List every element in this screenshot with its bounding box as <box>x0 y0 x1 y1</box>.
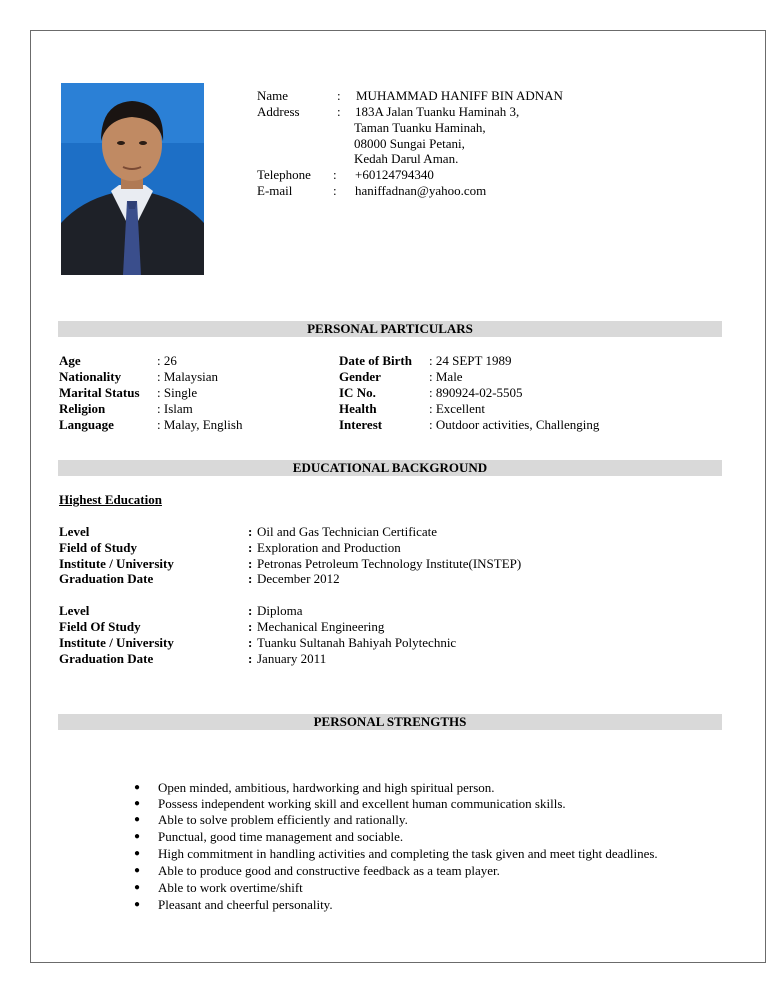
personal-value: : 890924-02-5505 <box>429 385 523 400</box>
personal-label: IC No. <box>339 385 376 400</box>
telephone-colon: : <box>333 167 337 182</box>
education-colon: : <box>248 571 253 586</box>
personal-value: : Single <box>157 385 198 400</box>
address-label: Address <box>257 104 300 119</box>
education-colon: : <box>248 651 253 666</box>
strength-item: Able to work overtime/shift <box>158 880 303 895</box>
strength-item: Possess independent working skill and excellent human communication skills. <box>158 796 566 811</box>
education-colon: : <box>248 524 253 539</box>
section-heading-strengths: PERSONAL STRENGTHS <box>58 714 722 730</box>
address-line: 08000 Sungai Petani, <box>354 136 465 151</box>
address-line: 183A Jalan Tuanku Haminah 3, <box>355 104 520 119</box>
personal-value: : 24 SEPT 1989 <box>429 353 512 368</box>
personal-label: Date of Birth <box>339 353 412 368</box>
email-label: E-mail <box>257 183 293 198</box>
strength-item: Open minded, ambitious, hardworking and high spiritual person. <box>158 780 495 795</box>
education-label: Graduation Date <box>59 651 154 666</box>
education-colon: : <box>248 556 253 571</box>
strength-item: Able to produce good and constructive feedback as a team player. <box>158 863 500 878</box>
personal-label: Language <box>59 417 114 432</box>
education-label: Level <box>59 524 90 539</box>
name-colon: : <box>337 88 341 103</box>
education-label: Institute / University <box>59 556 174 571</box>
education-value: December 2012 <box>257 571 340 586</box>
strength-item: High commitment in handling activities and completing the task given and meet tight deadlines. <box>158 846 658 861</box>
education-value: January 2011 <box>257 651 327 666</box>
address-line: Kedah Darul Aman. <box>354 151 459 166</box>
education-value: Diploma <box>257 603 303 618</box>
personal-value: : Excellent <box>429 401 485 416</box>
name-label: Name <box>257 88 289 103</box>
education-label: Level <box>59 603 90 618</box>
education-value: Exploration and Production <box>257 540 401 555</box>
address-colon: : <box>337 104 341 119</box>
education-label: Graduation Date <box>59 571 154 586</box>
personal-value: : Islam <box>157 401 193 416</box>
section-heading-education: EDUCATIONAL BACKGROUND <box>58 460 722 476</box>
telephone-label: Telephone <box>257 167 311 182</box>
education-value: Mechanical Engineering <box>257 619 385 634</box>
personal-label: Health <box>339 401 377 416</box>
strength-item: Punctual, good time management and sociable. <box>158 829 404 844</box>
personal-value: : Malay, English <box>157 417 243 432</box>
bullet-icon: ● <box>134 782 141 793</box>
education-label: Field Of Study <box>59 619 141 634</box>
education-label: Field of Study <box>59 540 138 555</box>
email-value: haniffadnan@yahoo.com <box>355 183 487 198</box>
strength-item: Able to solve problem efficiently and rationally. <box>158 812 408 827</box>
bullet-icon: ● <box>134 865 141 876</box>
education-colon: : <box>248 603 253 618</box>
personal-label: Religion <box>59 401 106 416</box>
personal-value: : Male <box>429 369 463 384</box>
telephone-value: +60124794340 <box>355 167 434 182</box>
personal-value: : Malaysian <box>157 369 219 384</box>
education-subheading: Highest Education <box>59 492 162 507</box>
personal-label: Marital Status <box>59 385 140 400</box>
email-colon: : <box>333 183 337 198</box>
bullet-icon: ● <box>134 882 141 893</box>
personal-label: Age <box>59 353 81 368</box>
strength-item: Pleasant and cheerful personality. <box>158 897 333 912</box>
education-colon: : <box>248 635 253 650</box>
section-heading-personal: PERSONAL PARTICULARS <box>58 321 722 337</box>
personal-value: : 26 <box>157 353 177 368</box>
education-colon: : <box>248 540 253 555</box>
personal-value: : Outdoor activities, Challenging <box>429 417 600 432</box>
education-value: Tuanku Sultanah Bahiyah Polytechnic <box>257 635 457 650</box>
bullet-icon: ● <box>134 831 141 842</box>
name-value: MUHAMMAD HANIFF BIN ADNAN <box>356 88 563 103</box>
address-line: Taman Tuanku Haminah, <box>354 120 486 135</box>
education-colon: : <box>248 619 253 634</box>
education-label: Institute / University <box>59 635 174 650</box>
bullet-icon: ● <box>134 848 141 859</box>
bullet-icon: ● <box>134 899 141 910</box>
education-value: Oil and Gas Technician Certificate <box>257 524 438 539</box>
personal-label: Nationality <box>59 369 122 384</box>
bullet-icon: ● <box>134 798 141 809</box>
bullet-icon: ● <box>134 814 141 825</box>
personal-label: Interest <box>339 417 383 432</box>
profile-photo <box>61 83 204 275</box>
personal-label: Gender <box>339 369 381 384</box>
education-value: Petronas Petroleum Technology Institute(INSTEP) <box>257 556 522 571</box>
